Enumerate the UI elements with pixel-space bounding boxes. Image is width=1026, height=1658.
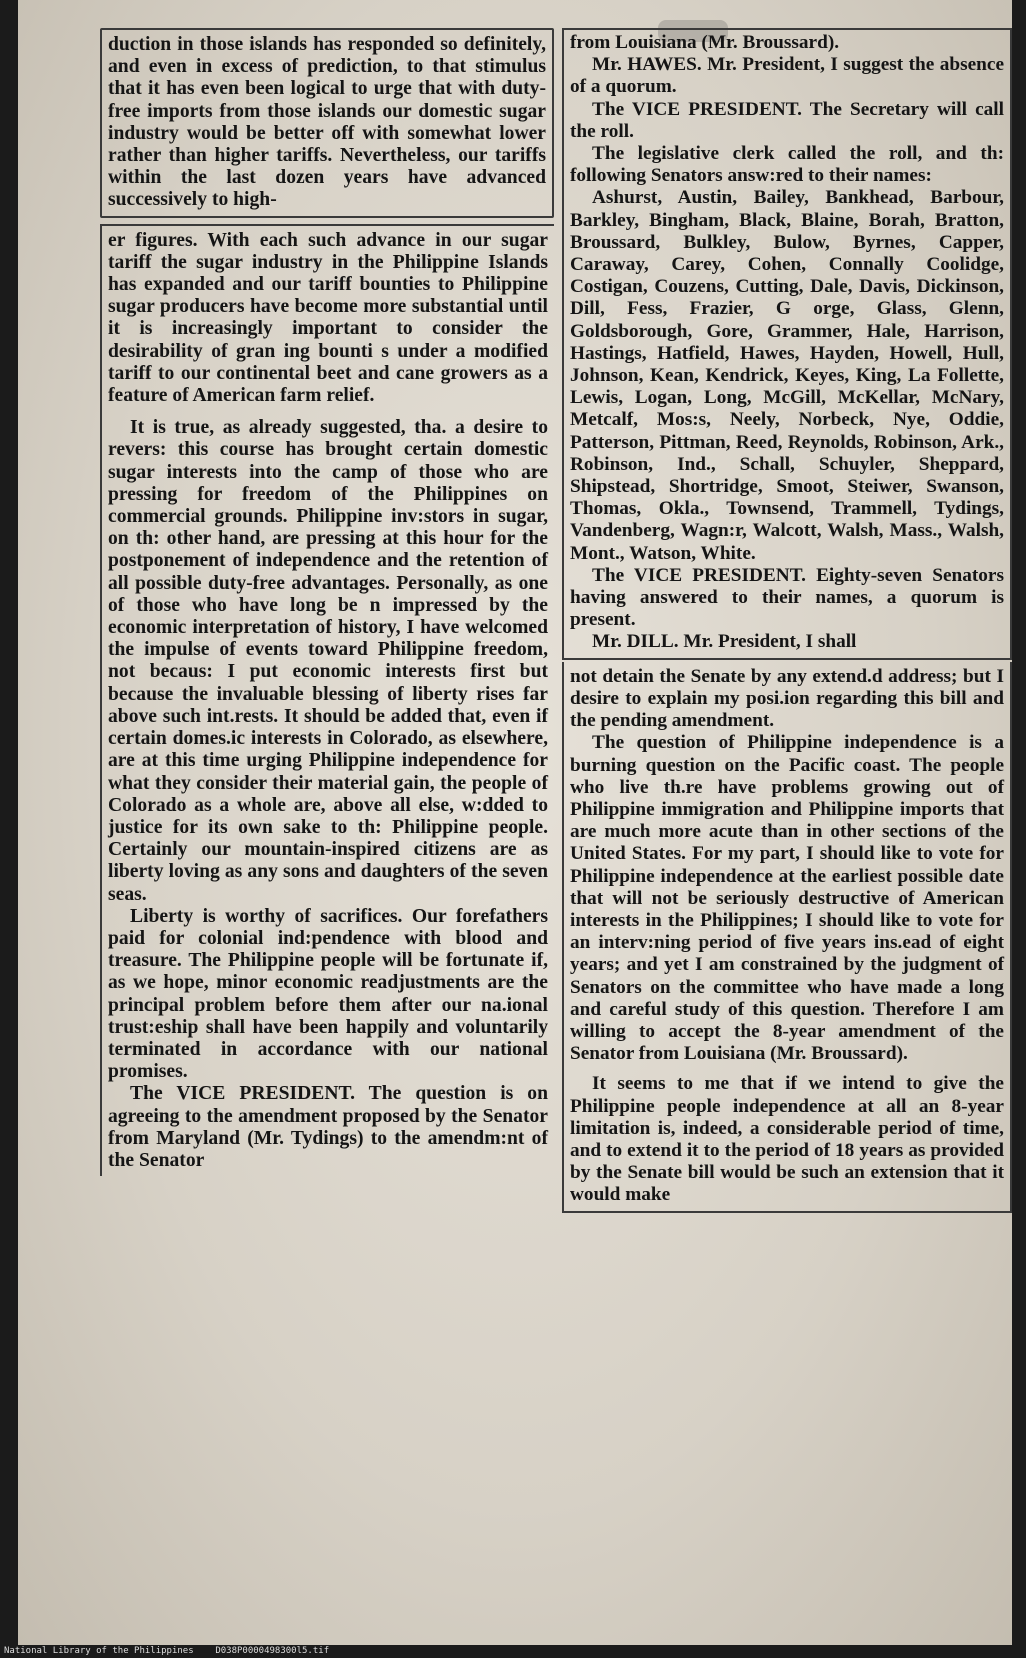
left-column <box>100 28 554 1638</box>
paragraph: Mr. HAWES. Mr. President, I suggest the absence of a quorum. <box>570 54 1004 98</box>
senator-roll-call-list: Ashurst, Austin, Bailey, Bankhead, Barbour, Barkley, Bingham, Black, Blaine, Borah, Bratton, Broussard, Bulkley, Bulow, Byrnes, Capper, Caraway, Carey, Cohen, Connally Coolidge, Costigan, Couzens, Cutting, Dale, Davis, Dickinson, Dill, Fess, Frazier, G orge, Glass, Glenn, Goldsborough, Gore, Grammer, Hale, Harrison, Hastings, Hatfield, Hawes, Hayden, Howell, Hull, Johnson, Kean, Kendrick, Keyes, King, La Follette, Lewis, Logan, Long, McGill, McKellar, McNary, Metcalf, Mos:s, Neely, Norbeck, Nye, Oddie, Patterson, Pittman, Reed, Reynolds, Robinson, Ark., Robinson, Ind., Schall, Schuyler, Sheppard, Shipstead, Shortridge, Smoot, Steiwer, Swanson, Thomas, Okla., Townsend, Trammell, Tydings, Vandenberg, Wagn:r, Walcott, Walsh, Mass., Walsh, Mont., Watson, White. <box>570 187 1004 564</box>
clipping-box-top-left <box>100 28 554 218</box>
paragraph: The VICE PRESIDENT. The question is on agreeing to the amendment proposed by the Senator from Maryland (Mr. Tydings) to the amendm:nt of the Senator <box>108 1083 548 1171</box>
paragraph: from Louisiana (Mr. Broussard). <box>570 32 840 53</box>
paragraph: The VICE PRESIDENT. Eighty-seven Senators having answered to their names, a quorum is present. <box>570 564 1004 631</box>
paragraph: The question of Philippine independence is a burning question on the Pacific coast. The people who live th.re have problems growing out of Philippine immigration and Philippine imports that are much more acute than in other sections of the United States. For my part, I should like to vote for Philippine independence at the earliest possible date that will not be seriously destructive of American interests in the Philippines; I should like to vote for an interv:ning period of five years ins.ead of eight years; and yet I am constrained by the judgment of Senators on the committee who have made a long and careful study of this question. Therefore I am willing to accept the 8-year amendment of the Senator from Louisiana (Mr. Broussard). <box>570 732 1004 1065</box>
paragraph: Mr. DILL. Mr. President, I shall <box>592 631 857 653</box>
paragraph: It seems to me that if we intend to give the Philippine people independence at all an 8-year limitation is, indeed, a considerable period of time, and to extend it to the period of 18 years as provided by the Senate bill would be such an extension that it would make <box>570 1073 1004 1206</box>
right-column <box>562 28 1012 1638</box>
clipping-box-bottom-right <box>562 662 1012 1213</box>
paragraph: not detain the Senate by any extend.d address; but I desire to explain my posi.ion regarding this bill and the pending amendment. <box>570 665 1004 732</box>
archive-footer-caption: National Library of the Philippines D038P0000498300l5.tif <box>4 1646 330 1656</box>
paragraph: duction in those islands has responded so definitely, and even in excess of prediction, to that stimulus that it has even been logical to urge that with duty-free imports from those islands our domestic sugar industry would be better off with somewhat lower rather than higher tariffs. Nevertheless, our tariffs within the last dozen years have advanced successively to high- <box>108 34 546 211</box>
paragraph: er figures. With each such advance in our sugar tariff the sugar industry in the Philippine Islands has expanded and our tariff bounties to Philippine sugar producers have become more substantial until it is increasingly important to consider the desirability of gran ing bounti s under a modified tariff to our continental beet and cane growers as a feature of American farm relief. <box>108 229 548 407</box>
paragraph: Liberty is worthy of sacrifices. Our forefathers paid for colonial ind:pendence with blood and treasure. The Philippine people will be fortunate if, as we hope, minor economic readjustments are the principal problem before them after our na.ional trust:eship shall have been happily and voluntarily terminated in accordance with our national promises. <box>108 905 548 1083</box>
clipping-box-top-right <box>562 28 1012 660</box>
paragraph: The legislative clerk called the roll, and th: following Senators answ:red to their names: <box>570 143 1004 187</box>
paragraph: The VICE PRESIDENT. The Secretary will call the roll. <box>570 98 1004 142</box>
newspaper-page <box>18 0 1012 1645</box>
clipping-box-main-left <box>100 224 554 1177</box>
paragraph: It is true, as already suggested, tha. a desire to revers: this course has brought certain domestic sugar interests into the camp of those who are pressing for freedom of the Philippines on commercial grounds. Philippine inv:stors in sugar, on th: other hand, are pressing at this hour for the postponement of independence and the retention of all possible duty-free advantages. Personally, as one of those who have long be n impressed by the economic interpretation of history, I have welcomed the impulse of events toward Philippine freedom, not becaus: I put economic interests first but because the invaluable blessing of liberty rises far above such int.rests. It should be added that, even if certain domes.ic interests in Colorado, as elsewhere, are at this time urging Philippine independence for what they consider their material gain, the people of Colorado as a whole are, above all else, w:dded to justice for its own sake to th: Philippine people. Certainly our mountain-inspired citizens are as liberty loving as any sons and daughters of the seven seas. <box>108 417 548 905</box>
